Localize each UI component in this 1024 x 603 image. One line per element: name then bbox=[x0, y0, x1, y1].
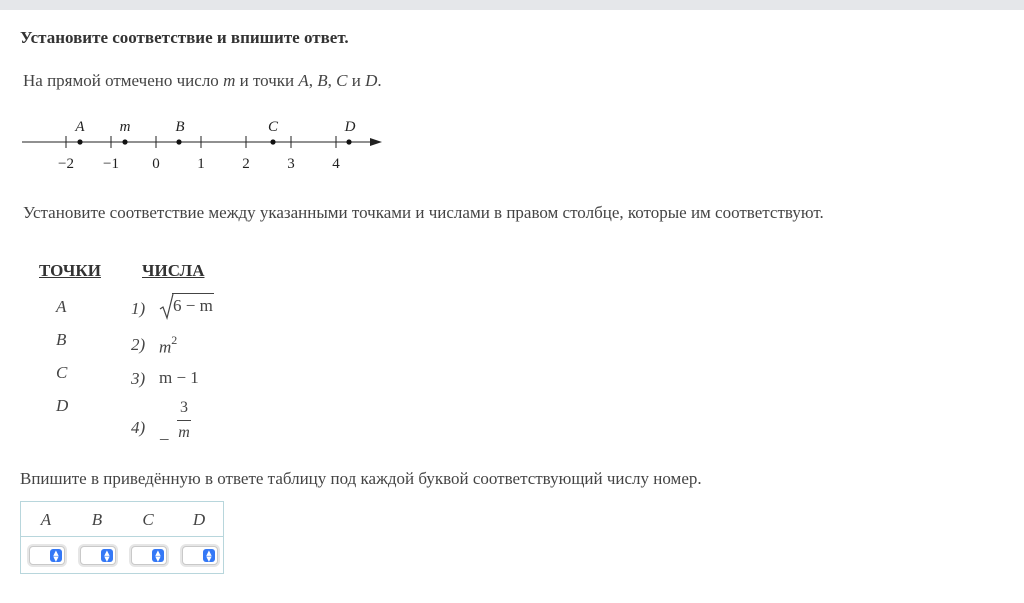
intro-sentence bbox=[23, 71, 382, 91]
point-label-a: A bbox=[75, 119, 85, 135]
answer-letter-b: B bbox=[91, 510, 103, 529]
task-text: Установите соответствие между указанными точками и числами в правом столбце, которые им соответствуют. bbox=[23, 203, 824, 222]
axis-arrow-icon bbox=[370, 138, 382, 146]
answer-select-b[interactable] bbox=[80, 546, 116, 565]
option-2-number: 2) bbox=[131, 335, 146, 354]
intro-period: . bbox=[377, 71, 382, 90]
points-column-header: ТОЧКИ bbox=[39, 261, 101, 280]
up-down-chevron-icon: ▲ ▼ bbox=[203, 549, 215, 562]
option-4-denominator: m bbox=[178, 424, 190, 441]
answer-letter-c: C bbox=[142, 510, 154, 529]
up-down-chevron-icon: ▲ ▼ bbox=[50, 549, 62, 562]
intro-m: m bbox=[223, 71, 236, 90]
option-4-minus: _ bbox=[160, 423, 169, 442]
point-d-dot bbox=[346, 139, 351, 144]
task-heading: Установите соответствие и впишите ответ. bbox=[20, 28, 349, 47]
answer-letter-a: A bbox=[40, 510, 52, 529]
option-2-exponent: 2 bbox=[171, 333, 178, 347]
intro-point-d: D bbox=[365, 71, 378, 90]
point-label-m: m bbox=[119, 119, 131, 135]
intro-text-before: На прямой отмечено число bbox=[23, 71, 219, 90]
tick-label: 4 bbox=[332, 156, 340, 172]
point-item-a: A bbox=[56, 297, 67, 316]
option-2-expression bbox=[159, 335, 177, 358]
tick-label: 2 bbox=[242, 156, 250, 172]
fraction-bar bbox=[177, 420, 191, 421]
option-1-radicand: 6 − m bbox=[173, 296, 213, 315]
option-4-number: 4) bbox=[131, 418, 146, 437]
point-item-c: C bbox=[56, 363, 68, 382]
fill-instruction: Впишите в приведённую в ответе таблицу под каждой буквой соответствующий числу номер. bbox=[20, 469, 702, 488]
point-item-d: D bbox=[56, 396, 69, 415]
tick-label: −2 bbox=[58, 156, 74, 172]
intro-point-c: C bbox=[336, 71, 348, 90]
point-label-c: C bbox=[267, 119, 279, 135]
option-3-expression: m − 1 bbox=[159, 368, 199, 387]
option-1-number: 1) bbox=[131, 299, 146, 318]
intro-and: и bbox=[351, 71, 361, 90]
top-bar bbox=[0, 0, 1024, 10]
point-label-b: B bbox=[175, 119, 185, 135]
tick-label: 1 bbox=[197, 156, 205, 172]
up-down-chevron-icon: ▲ ▼ bbox=[152, 549, 164, 562]
intro-comma: , bbox=[308, 71, 314, 90]
intro-point-a: A bbox=[298, 71, 309, 90]
option-4-numerator: 3 bbox=[180, 399, 188, 416]
point-a-dot bbox=[77, 139, 82, 144]
intro-point-b: B bbox=[317, 71, 328, 90]
root-vinculum bbox=[172, 293, 214, 294]
answer-table bbox=[20, 501, 224, 574]
tick-label: 0 bbox=[152, 156, 160, 172]
point-label-d: D bbox=[344, 119, 356, 135]
number-line bbox=[18, 112, 388, 176]
point-b-dot bbox=[176, 139, 181, 144]
answer-select-a[interactable] bbox=[29, 546, 65, 565]
answer-letter-d: D bbox=[192, 510, 206, 529]
point-m-dot bbox=[122, 139, 127, 144]
up-down-chevron-icon: ▲ ▼ bbox=[101, 549, 113, 562]
answer-select-d[interactable] bbox=[182, 546, 218, 565]
option-1-expression bbox=[173, 296, 213, 316]
tick-label: 3 bbox=[287, 156, 295, 172]
tick-label: −1 bbox=[103, 156, 119, 172]
point-item-b: B bbox=[56, 330, 67, 349]
answer-table-divider bbox=[21, 536, 223, 537]
numbers-column-header: ЧИСЛА bbox=[142, 261, 205, 280]
option-2-base: m bbox=[159, 337, 172, 357]
answer-select-c[interactable] bbox=[131, 546, 167, 565]
intro-text-mid: и точки bbox=[239, 71, 295, 90]
option-3-number: 3) bbox=[131, 369, 146, 388]
intro-comma: , bbox=[327, 71, 332, 90]
point-c-dot bbox=[270, 139, 275, 144]
